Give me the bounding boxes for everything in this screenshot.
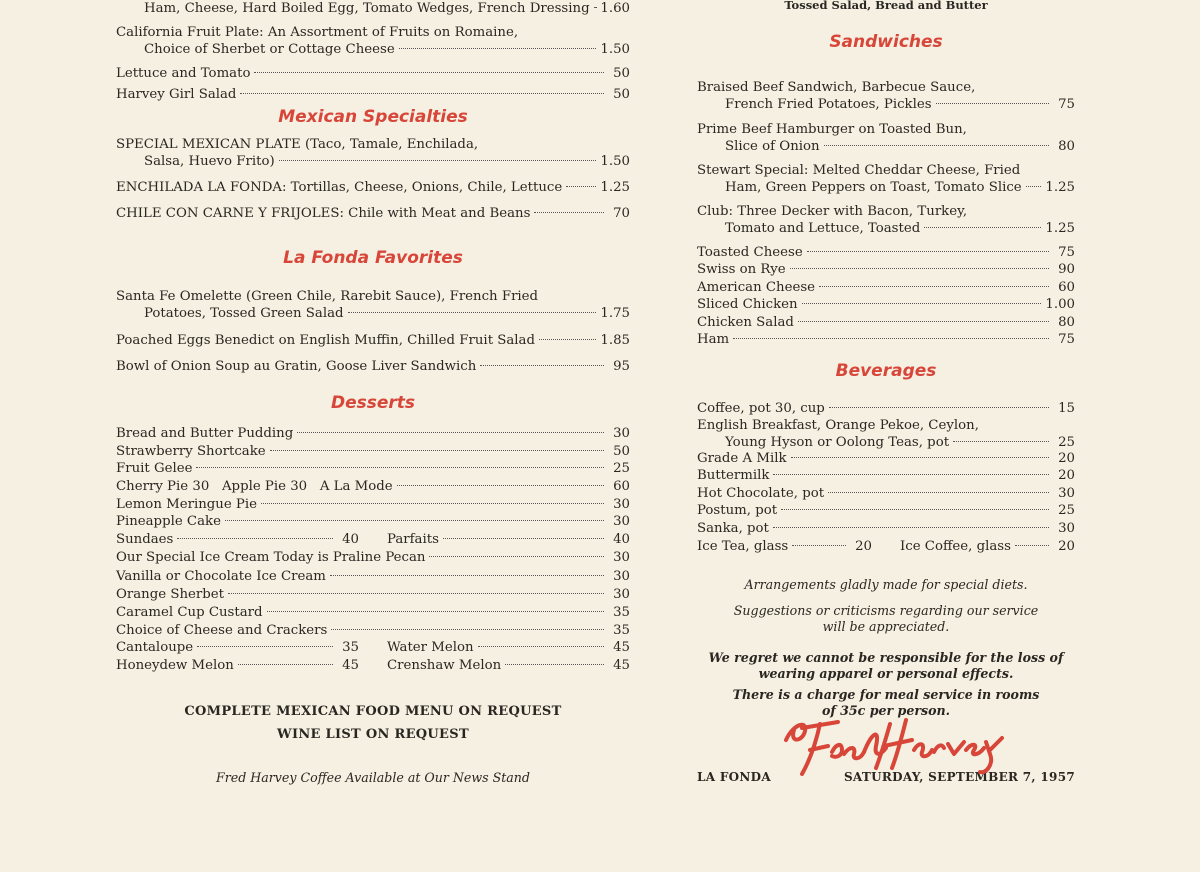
item-price: 35 xyxy=(613,605,630,620)
item-name: Ice Tea, glass xyxy=(697,539,789,554)
item-name: Ham, Green Peppers on Toast, Tomato Slice xyxy=(725,180,1022,195)
menu-item xyxy=(116,65,630,82)
menu-item xyxy=(697,400,1075,417)
item-name: Ham xyxy=(697,332,730,347)
menu-item xyxy=(116,0,630,17)
item-price: 40 xyxy=(613,532,630,547)
item-price: 15 xyxy=(1058,401,1075,416)
item-price: 25 xyxy=(1058,435,1075,450)
item-price: 1.25 xyxy=(600,180,630,195)
wine-list-request: WINE LIST ON REQUEST xyxy=(277,727,469,742)
item-price: 1.85 xyxy=(600,333,630,348)
menu-item xyxy=(116,288,630,322)
item-name: Toasted Cheese xyxy=(697,245,803,260)
section-title-favorites: La Fonda Favorites xyxy=(283,248,463,268)
menu-item-pair xyxy=(116,531,630,548)
menu-item xyxy=(116,24,630,58)
item-name: English Breakfast, Orange Pekoe, Ceylon, xyxy=(697,418,979,433)
note-suggestions: Suggestions or criticisms regarding our service will be appreciated. xyxy=(733,603,1039,634)
item-price: 25 xyxy=(613,461,630,476)
menu-item xyxy=(116,549,630,566)
item-price: 30 xyxy=(613,550,630,565)
item-name: Sanka, pot xyxy=(697,521,769,536)
item-price: 20 xyxy=(1058,468,1075,483)
item-price: 25 xyxy=(1058,503,1075,518)
item-price: 1.75 xyxy=(600,306,630,321)
item-price: 75 xyxy=(1058,245,1075,260)
menu-item xyxy=(697,244,1075,261)
menu-item xyxy=(697,520,1075,537)
item-name: Harvey Girl Salad xyxy=(116,87,237,102)
item-name: Strawberry Shortcake xyxy=(116,444,266,459)
item-name: Sundaes xyxy=(116,532,174,547)
item-name: Parfaits xyxy=(387,532,439,547)
item-name: American Cheese xyxy=(697,280,816,295)
menu-item xyxy=(116,136,630,170)
item-name: ENCHILADA LA FONDA: Tortillas, Cheese, Onions, Chile, Lettuce xyxy=(116,180,563,195)
item-price: 1.25 xyxy=(1045,221,1075,236)
item-name: Caramel Cup Custard xyxy=(116,605,263,620)
menu-item xyxy=(697,121,1075,155)
item-name: Lemon Meringue Pie xyxy=(116,497,258,512)
menu-item xyxy=(116,179,630,196)
menu-item xyxy=(116,622,630,639)
item-name: Santa Fe Omelette (Green Chile, Rarebit Sauce), French Fried xyxy=(116,289,539,304)
item-price: 35 xyxy=(342,640,359,655)
note-liability: We regret we cannot be responsible for the loss of wearing apparel or personal effects. xyxy=(708,650,1064,681)
item-name: Water Melon xyxy=(387,640,474,655)
item-price: 90 xyxy=(1058,262,1075,277)
item-name: Buttermilk xyxy=(697,468,770,483)
section-title-sandwiches: Sandwiches xyxy=(829,32,943,52)
note-special-diets: Arrangements gladly made for special diets. xyxy=(744,577,1028,592)
section-title-beverages: Beverages xyxy=(835,361,937,381)
mexican-menu-request: COMPLETE MEXICAN FOOD MENU ON REQUEST xyxy=(184,704,562,719)
item-name: Postum, pot xyxy=(697,503,778,518)
item-name: Tomato and Lettuce, Toasted xyxy=(725,221,921,236)
footer-la-fonda: LA FONDA xyxy=(697,770,771,784)
item-name: California Fruit Plate: An Assortment of Fruits on Romaine, xyxy=(116,25,519,40)
item-name: Our Special Ice Cream Today is Praline Pecan xyxy=(116,550,426,565)
menu-item xyxy=(116,586,630,603)
item-name: Orange Sherbet xyxy=(116,587,224,602)
menu-item xyxy=(697,502,1075,519)
item-name: Sliced Chicken xyxy=(697,297,798,312)
item-name: Choice of Sherbet or Cottage Cheese xyxy=(144,42,395,57)
item-price: 30 xyxy=(613,514,630,529)
item-price: 30 xyxy=(613,587,630,602)
menu-item xyxy=(697,203,1075,237)
item-name: Ice Coffee, glass xyxy=(900,539,1011,554)
item-name: Hot Chocolate, pot xyxy=(697,486,825,501)
menu-item xyxy=(116,425,630,442)
menu-item xyxy=(116,604,630,621)
item-name: Young Hyson or Oolong Teas, pot xyxy=(725,435,950,450)
item-price: 60 xyxy=(613,479,630,494)
item-name: Vanilla or Chocolate Ice Cream xyxy=(116,569,326,584)
item-name: Swiss on Rye xyxy=(697,262,786,277)
menu-item xyxy=(116,86,630,103)
item-name: French Fried Potatoes, Pickles xyxy=(725,97,932,112)
item-price: 1.50 xyxy=(600,154,630,169)
item-name: Coffee, pot 30, cup xyxy=(697,401,825,416)
item-price: 95 xyxy=(613,359,630,374)
item-price: 80 xyxy=(1058,139,1075,154)
menu-item xyxy=(116,332,630,349)
item-price: 1.00 xyxy=(1045,297,1075,312)
menu-item xyxy=(697,450,1075,467)
menu-item-pair xyxy=(116,657,630,674)
item-price: 1.60 xyxy=(600,1,630,16)
coffee-note: Fred Harvey Coffee Available at Our News Stand xyxy=(216,770,530,785)
menu-item xyxy=(116,568,630,585)
top-line: Tossed Salad, Bread and Butter xyxy=(784,0,988,12)
menu-item xyxy=(697,279,1075,296)
item-name: Ham, Cheese, Hard Boiled Egg, Tomato Wedges, French Dressing xyxy=(144,1,590,16)
item-price: 30 xyxy=(613,569,630,584)
item-price: 50 xyxy=(613,87,630,102)
item-price: 30 xyxy=(613,497,630,512)
menu-item xyxy=(116,205,630,222)
item-price: 30 xyxy=(1058,521,1075,536)
item-price: 30 xyxy=(613,426,630,441)
item-price: 1.25 xyxy=(1045,180,1075,195)
item-price: 70 xyxy=(613,206,630,221)
item-name: Potatoes, Tossed Green Salad xyxy=(144,306,344,321)
item-price: 45 xyxy=(613,658,630,673)
menu-item xyxy=(697,79,1075,113)
item-name: CHILE CON CARNE Y FRIJOLES: Chile with Meat and Beans xyxy=(116,206,531,221)
item-name: Braised Beef Sandwich, Barbecue Sauce, xyxy=(697,80,976,95)
menu-item xyxy=(116,513,630,530)
menu-item xyxy=(116,460,630,477)
item-price: 20 xyxy=(1058,451,1075,466)
item-name: Choice of Cheese and Crackers xyxy=(116,623,328,638)
item-name: Chicken Salad xyxy=(697,315,794,330)
item-name: Slice of Onion xyxy=(725,139,820,154)
item-price: 20 xyxy=(1058,539,1075,554)
menu-item xyxy=(697,485,1075,502)
note-room-service: There is a charge for meal service in rooms of 35c per person. xyxy=(732,687,1040,718)
item-name: Grade A Milk xyxy=(697,451,787,466)
item-name: Pineapple Cake xyxy=(116,514,221,529)
item-name: Club: Three Decker with Bacon, Turkey, xyxy=(697,204,968,219)
item-name: Cherry Pie 30 Apple Pie 30 A La Mode xyxy=(116,479,393,494)
item-price: 60 xyxy=(1058,280,1075,295)
item-name: Cantaloupe xyxy=(116,640,194,655)
item-price: 1.50 xyxy=(600,42,630,57)
menu-item xyxy=(116,478,630,495)
item-name: Stewart Special: Melted Cheddar Cheese, Fried xyxy=(697,163,1021,178)
footer-date: SATURDAY, SEPTEMBER 7, 1957 xyxy=(843,770,1075,784)
item-name: Poached Eggs Benedict on English Muffin, Chilled Fruit Salad xyxy=(116,333,535,348)
item-price: 35 xyxy=(613,623,630,638)
item-price: 50 xyxy=(613,444,630,459)
menu-item xyxy=(116,443,630,460)
menu-item xyxy=(697,296,1075,313)
menu-item xyxy=(697,314,1075,331)
item-name: Bowl of Onion Soup au Gratin, Goose Liver Sandwich xyxy=(116,359,477,374)
item-price: 75 xyxy=(1058,97,1075,112)
item-name: Prime Beef Hamburger on Toasted Bun, xyxy=(697,122,967,137)
menu-item xyxy=(697,331,1075,348)
fred-harvey-signature xyxy=(780,712,1010,782)
menu-item xyxy=(697,162,1075,196)
item-name: Honeydew Melon xyxy=(116,658,234,673)
item-name: Fruit Gelee xyxy=(116,461,193,476)
item-price: 80 xyxy=(1058,315,1075,330)
item-price: 20 xyxy=(855,539,872,554)
item-price: 40 xyxy=(342,532,359,547)
item-price: 30 xyxy=(1058,486,1075,501)
item-name: Salsa, Huevo Frito) xyxy=(144,154,275,169)
item-name: Bread and Butter Pudding xyxy=(116,426,294,441)
menu-item xyxy=(116,358,630,375)
item-name: Lettuce and Tomato xyxy=(116,66,251,81)
menu-item xyxy=(697,467,1075,484)
section-title-desserts: Desserts xyxy=(330,393,416,413)
menu-item xyxy=(116,496,630,513)
item-name: SPECIAL MEXICAN PLATE (Taco, Tamale, Enchilada, xyxy=(116,137,479,152)
menu-item-pair xyxy=(116,639,630,656)
item-price: 45 xyxy=(342,658,359,673)
section-title-mexican: Mexican Specialties xyxy=(278,107,468,127)
menu-item xyxy=(697,417,1075,451)
item-price: 75 xyxy=(1058,332,1075,347)
item-price: 50 xyxy=(613,66,630,81)
menu-item-pair xyxy=(697,538,1075,555)
item-name: Crenshaw Melon xyxy=(387,658,502,673)
item-price: 45 xyxy=(613,640,630,655)
menu-item xyxy=(697,261,1075,278)
